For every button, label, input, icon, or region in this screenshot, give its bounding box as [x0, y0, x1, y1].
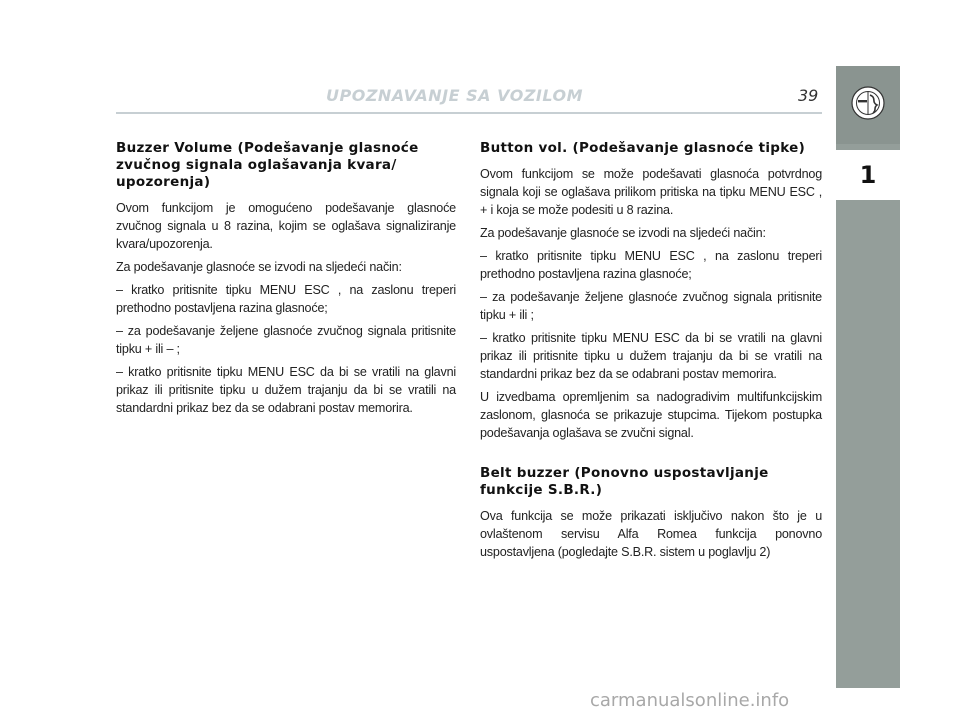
section-heading-belt-buzzer: Belt buzzer (Ponovno uspostavljanje funkcije S.B.R.)	[480, 465, 769, 498]
paragraph: – za podešavanje željene glasnoće zvučnog signala pritisnite tipku + ili ;	[480, 290, 822, 322]
watermark: carmanualsonline.info	[590, 690, 790, 711]
paragraph: Ovom funkcijom je omogućeno podešavanje glasnoće zvučnog signala u 8 razina, kojim se oglašava signaliziranje kvara/upozorenja.	[116, 201, 456, 251]
sidebar-logo-area	[836, 66, 900, 144]
paragraph: Ovom funkcijom se može podešavati glasnoća potvrdnog signala koji se oglašava prilikom pritiska na tipku MENU ESC , + i koja se može podesiti u 8 razina.	[480, 167, 822, 217]
chapter-number: 1	[836, 150, 900, 200]
paragraph: – kratko pritisnite tipku MENU ESC , na zaslonu treperi prethodno postavljena razina glasnoće;	[116, 283, 456, 315]
paragraph: Za podešavanje glasnoće se izvodi na sljedeći način:	[116, 260, 402, 274]
paragraph: – kratko pritisnite tipku MENU ESC da bi se vratili na glavni prikaz ili pritisnite tipku u dužem trajanju da bi se vratili na standardni prikaz bez da se odabrani postav memorira.	[480, 331, 822, 381]
header-title: UPOZNAVANJE SA VOZILOM	[326, 86, 584, 105]
paragraph: U izvedbama opremljenim sa nadogradivim multifunkcijskim zaslonom, glasnoća se prikazuje stupcima. Tijekom postupka podešavanja oglašava se zvučni signal.	[480, 390, 822, 440]
paragraph: – kratko pritisnite tipku MENU ESC , na zaslonu treperi prethodno postavljena razina glasnoće;	[480, 249, 822, 281]
page-number: 39	[798, 86, 819, 105]
alfa-romeo-logo-icon	[851, 86, 885, 120]
paragraph: Ova funkcija se može prikazati isključivo nakon što je u ovlaštenom servisu Alfa Romea funkcija ponovno uspostavljena (pogledajte S.B.R. sistem u poglavlju 2)	[480, 509, 822, 559]
left-column	[116, 140, 456, 422]
right-column	[480, 140, 822, 566]
paragraph: Za podešavanje glasnoće se izvodi na sljedeći način:	[480, 226, 766, 240]
paragraph: – kratko pritisnite tipku MENU ESC da bi se vratili na glavni prikaz ili pritisnite tipku u dužem trajanju da bi se vratili na standardni prikaz bez da se odabrani postav memorira.	[116, 365, 456, 415]
chapter-sidebar	[836, 66, 900, 688]
section-heading-button-vol: Button vol. (Podešavanje glasnoće tipke)	[480, 140, 806, 156]
paragraph: – za podešavanje željene glasnoće zvučnog signala pritisnite tipku + ili – ;	[116, 324, 456, 356]
section-spacer	[480, 447, 822, 465]
section-heading-buzzer-volume: Buzzer Volume (Podešavanje glasnoće zvučnog signala oglašavanja kvara/ upozorenja)	[116, 140, 419, 190]
header-divider	[116, 112, 822, 114]
